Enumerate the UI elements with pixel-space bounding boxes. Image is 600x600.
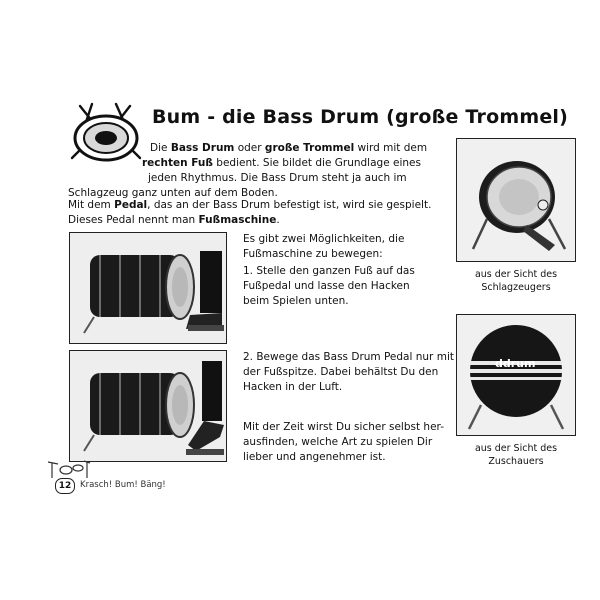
photo-audience-view [456, 314, 576, 436]
page-number: 12 [55, 478, 75, 494]
option-2-text: 2. Bewege das Bass Drum Pedal nur mit der Fußspitze. Dabei behältst Du den Hacken in der Luft. [243, 351, 454, 393]
photo-heel-up [69, 350, 227, 462]
photo-drummer-view [456, 138, 576, 262]
options-intro: Es gibt zwei Möglichkeiten, die Fußmaschine zu bewegen: [243, 233, 405, 260]
option-1-text: 1. Stelle den ganzen Fuß auf das Fußpedal und lasse den Hacken beim Spielen unten. [243, 265, 415, 307]
page-title: Bum - die Bass Drum (große Trommel) [152, 106, 569, 128]
intro-paragraph: Die Bass Drum oder große Trommel wird mit dem rechten Fuß bedient. Sie bildet die Grundlage eines jeden Rhythmus. Die Bass Drum steht ja auch im Schlagzeug ganz unten auf dem Boden. [68, 142, 428, 199]
caption-audience-view: aus der Sicht des Zuschauers [474, 443, 558, 467]
outro-text: Mit der Zeit wirst Du sicher selbst her- ausfinden, welche Art zu spielen Dir lieber und angenehmer ist. [243, 421, 444, 463]
caption-drummer-view: aus der Sicht des Schlagzeugers [474, 269, 558, 293]
pedal-paragraph: Mit dem Pedal, das an der Bass Drum befestigt ist, wird sie gespielt. Dieses Pedal nennt man Fußmaschine. [68, 199, 432, 226]
footer-book-title: Krasch! Bum! Bäng! [80, 480, 166, 490]
ddrum-logo: ddrum [495, 357, 536, 370]
drum-kit-doodle-icon [42, 458, 92, 480]
photo-heel-down [69, 232, 227, 344]
